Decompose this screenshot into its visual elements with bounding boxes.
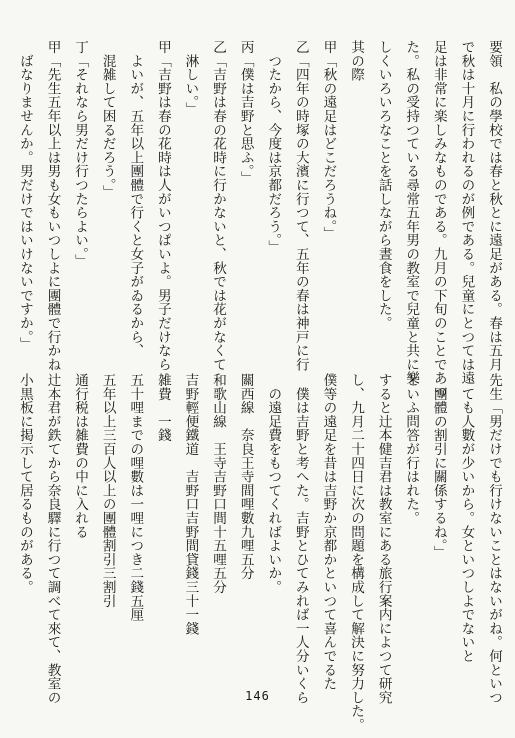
text-line: 通行税は雑費の中に入れる — [72, 373, 89, 539]
text-line: すると辻本健吉君は教室にある旅行案内によつて研究 — [375, 373, 392, 705]
text-line: ても人數が少いから。女といつしよでないと — [458, 373, 475, 663]
text-line: の遠足費をもつてくればよいか。 — [265, 373, 282, 594]
text-line: 丁「それなら男だけ行つたらよい。」 — [72, 40, 89, 268]
text-line: 和歌山線 王寺吉野口間十五哩五分 — [210, 373, 227, 594]
text-line: 乙「四年の時塚の大濱に行つて、五年の春は神戸に行 — [292, 40, 309, 372]
text-line: で秋は十月に行われるのが例である。兒童にとつては遠 — [458, 40, 475, 385]
text-line: 甲「先生五年以上は男も女もいつしよに團體で行かね — [44, 40, 61, 372]
upper-text-block — [10, 40, 507, 399]
text-line: 混雑して困るだろう。」 — [99, 40, 116, 199]
page-number: 146 — [245, 689, 270, 703]
text-line: 先生「男だけでも行けないことはないがね。何といつ — [486, 373, 502, 705]
text-line: し、九月二十四日に次の問題を構成して解決に努力した。 — [348, 373, 365, 732]
text-line: しくいろいろなことを話しながら晝食をした。 — [375, 40, 392, 330]
text-line: 淋しい。」 — [182, 40, 199, 116]
text-line: 乙「吉野は春の花時に行かないと、秋では花がなくて — [210, 40, 227, 372]
text-line: 雑費 一錢 — [154, 373, 171, 442]
text-line: つたから、今度は京都だろう。」 — [265, 40, 282, 254]
text-line: 要領 私の學校では春と秋とに遠足がある。春は五月 — [486, 40, 502, 372]
text-line: 僕は吉野と考へた。吉野とひてみれば一人分いくら — [292, 373, 309, 705]
text-line: よいが、五年以上團體で行くと女子がゐるから、 — [127, 40, 144, 358]
text-line: た。私の受持つている尋常五年男の教室で兒童と共に樂 — [403, 40, 420, 385]
text-line: 團體の割引に關係するね。」 — [430, 373, 447, 560]
text-line: といふ問答が行はれた。 — [403, 373, 420, 525]
text-line: 其の際 — [348, 40, 365, 82]
text-line: 甲「秋の遠足はどこだろうね。」 — [320, 40, 337, 241]
text-line: 僕等の遠足を昔は吉野か京都かといつて喜んでるた — [320, 373, 337, 691]
text-line: 吉野輕便鐵道 吉野口吉野間貸錢三十一錢 — [182, 373, 199, 636]
text-line: 辻本君が鉄てから奈良驛に行つて調べて來て、教室の — [44, 373, 61, 705]
text-line: 足は非常に楽しみなものである。九月の下旬のことであつ — [430, 40, 447, 399]
text-line: 關西線 奈良王寺間哩數九哩五分 — [237, 373, 254, 580]
text-line: 小黒板に掲示して居るものがある。 — [16, 373, 33, 594]
text-line: ばなりませんか。男だけではいけないですか。」 — [16, 40, 33, 351]
text-line: 甲「吉野は春の花時は人がいつぱいよ。男子だけなら — [154, 40, 171, 372]
text-line: 丙「僕は吉野と思ふ。」 — [237, 40, 254, 185]
text-line: 五十哩までの哩數は一哩につき二錢五厘 — [127, 373, 144, 622]
text-line: 五年以上三百人以上の團體割引三割引 — [99, 373, 116, 608]
